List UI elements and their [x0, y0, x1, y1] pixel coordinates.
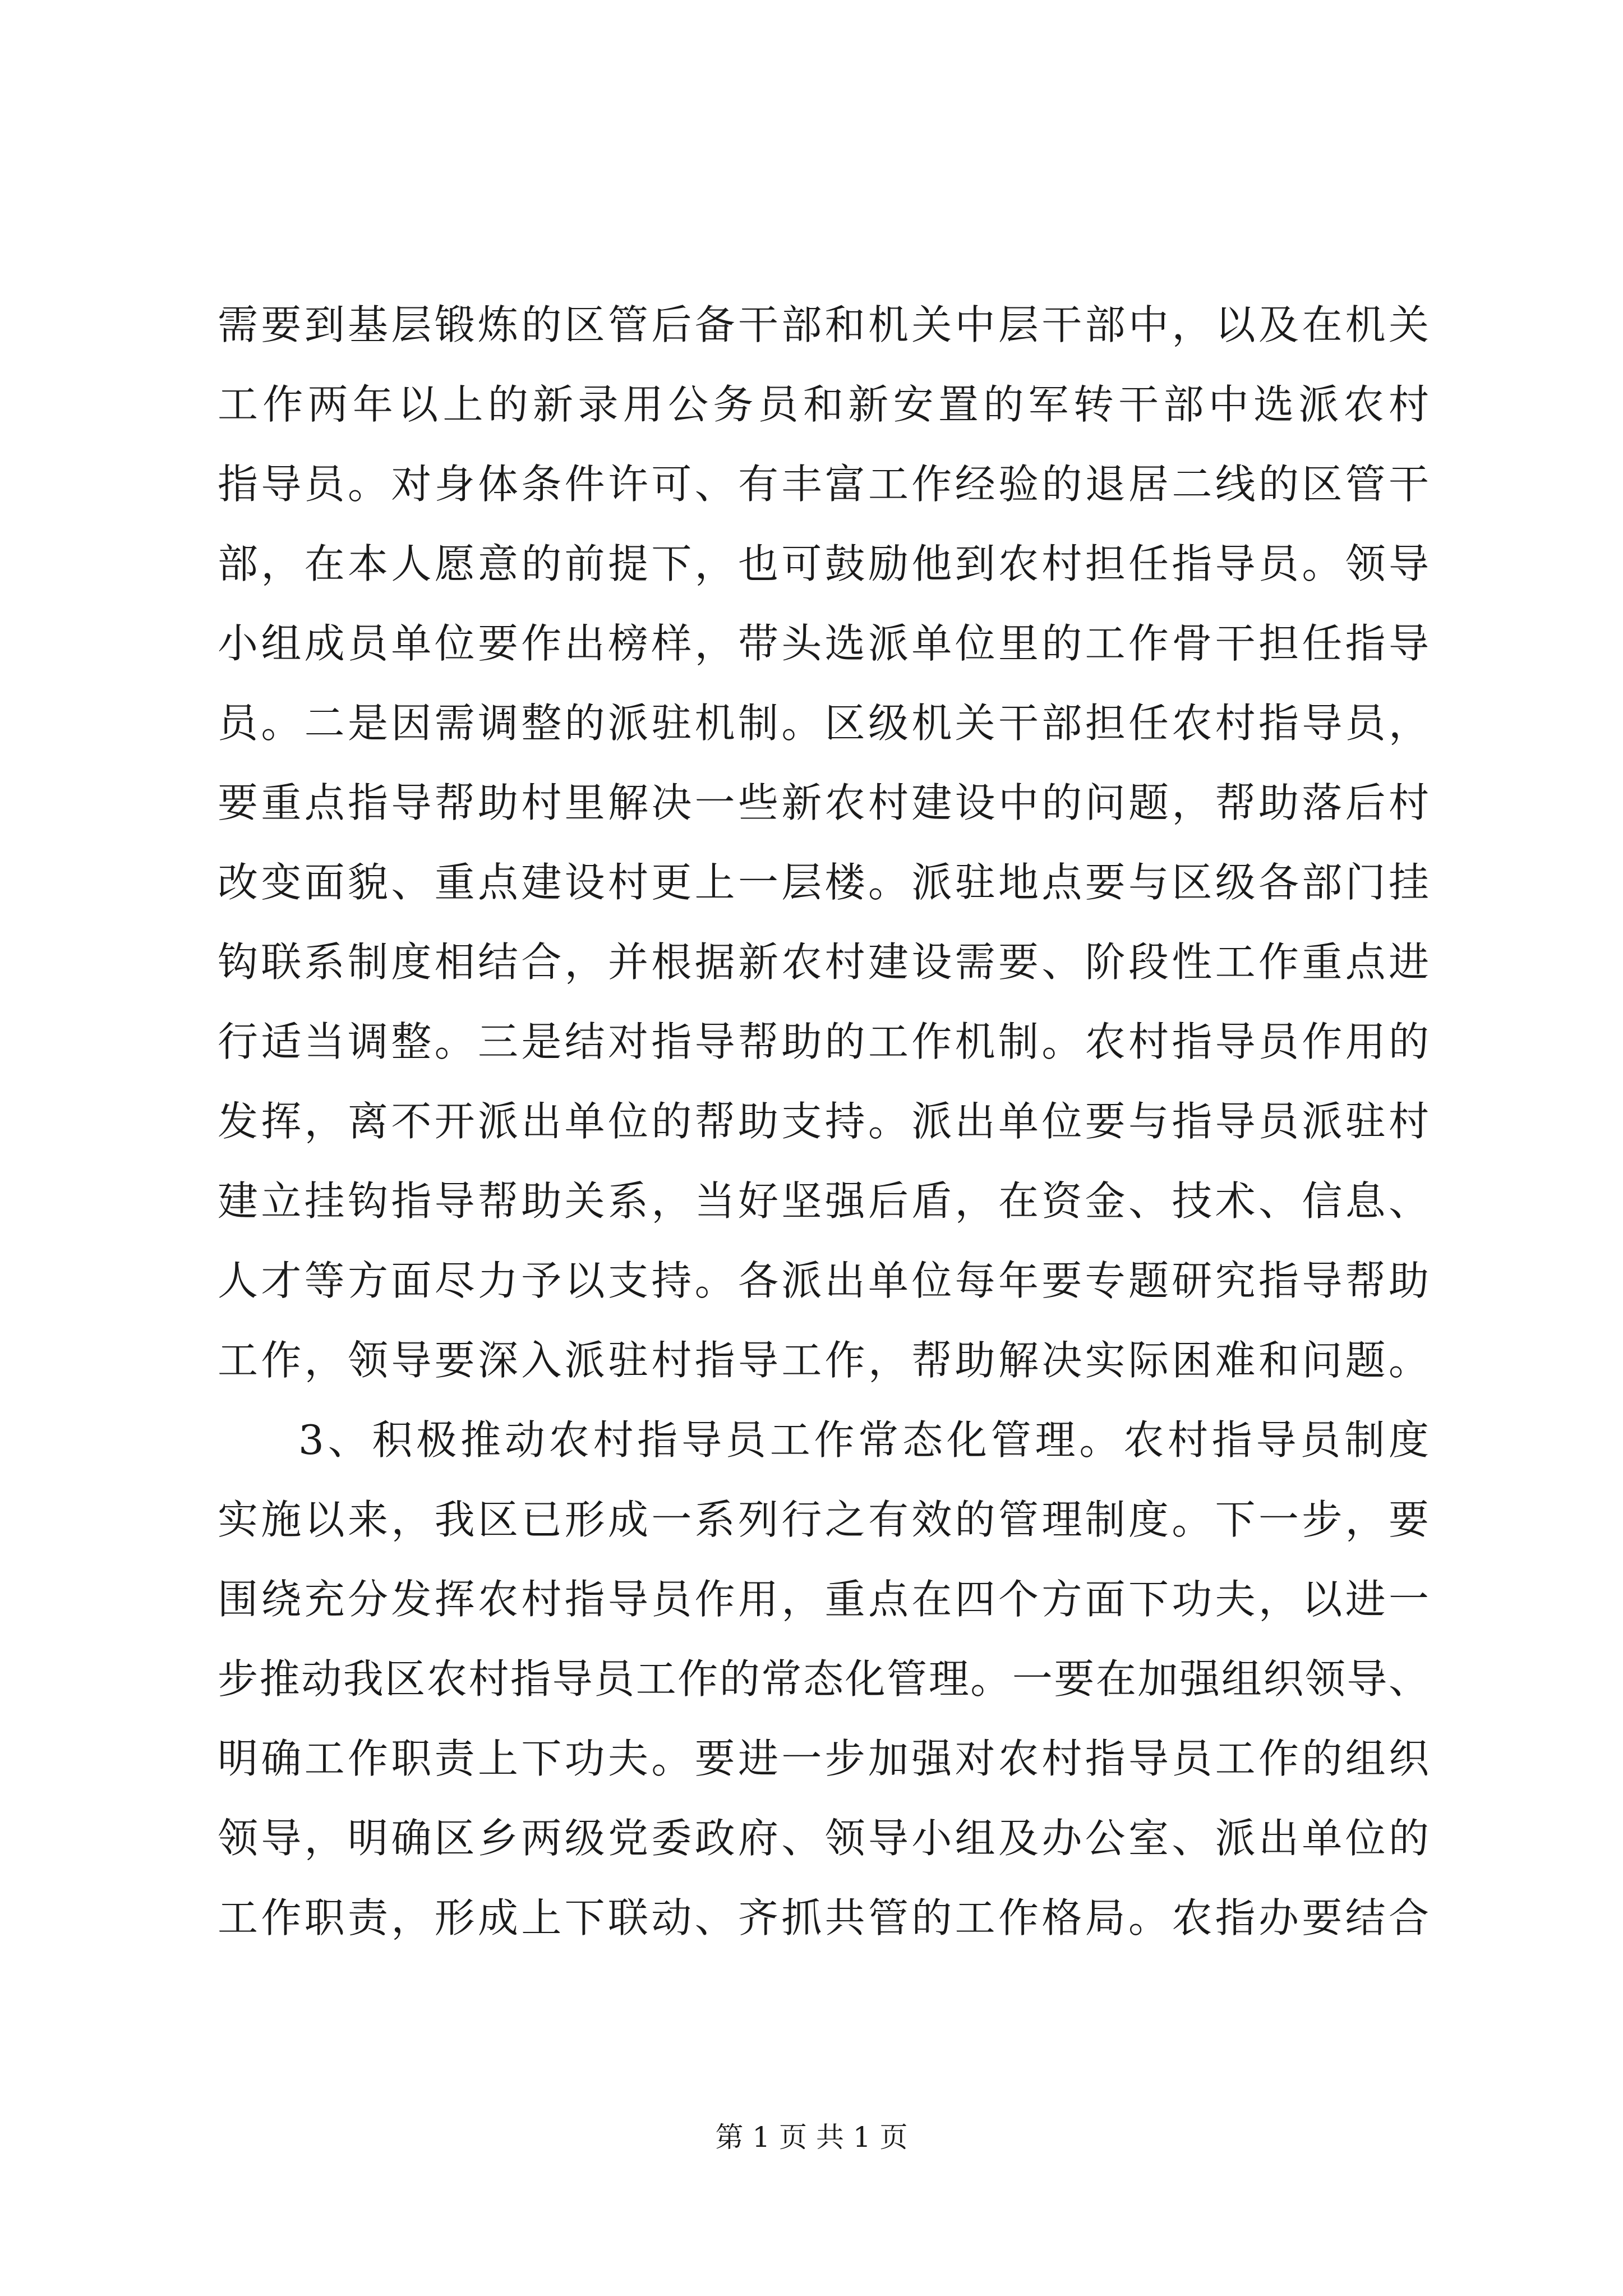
text-line: 明确工作职责上下功夫。要进一步加强对农村指导员工作的组织 [218, 1735, 1429, 1782]
text-line: 人才等方面尽力予以支持。各派出单位每年要专题研究指导帮助 [218, 1257, 1429, 1304]
text-line: 改变面貌、重点建设村更上一层楼。派驻地点要与区级各部门挂 [218, 859, 1429, 906]
text-line: 步推动我区农村指导员工作的常态化管理。一要在加强组织领导、 [218, 1655, 1429, 1703]
text-line: 工作，领导要深入派驻村指导工作，帮助解决实际困难和问题。 [218, 1337, 1429, 1384]
text-line: 需要到基层锻炼的区管后备干部和机关中层干部中，以及在机关 [218, 301, 1429, 348]
text-line: 围绕充分发挥农村指导员作用，重点在四个方面下功夫，以进一 [218, 1576, 1429, 1623]
text-line: 建立挂钩指导帮助关系，当好坚强后盾，在资金、技术、信息、 [218, 1177, 1429, 1225]
paragraph-start-line: 3、积极推动农村指导员工作常态化管理。农村指导员制度 [298, 1416, 1429, 1464]
body-text [218, 285, 1429, 1958]
text-line: 要重点指导帮助村里解决一些新农村建设中的问题，帮助落后村 [218, 779, 1429, 826]
text-line: 部，在本人愿意的前提下，也可鼓励他到农村担任指导员。领导 [218, 540, 1429, 587]
text-line: 小组成员单位要作出榜样，带头选派单位里的工作骨干担任指导 [218, 620, 1429, 667]
text-line: 工作职责，形成上下联动、齐抓共管的工作格局。农指办要结合 [218, 1894, 1429, 1941]
page-footer: 第 1 页 共 1 页 [715, 2121, 908, 2154]
text-line: 钩联系制度相结合，并根据新农村建设需要、阶段性工作重点进 [218, 938, 1429, 986]
text-line: 行适当调整。三是结对指导帮助的工作机制。农村指导员作用的 [218, 1018, 1429, 1065]
text-line: 实施以来，我区已形成一系列行之有效的管理制度。下一步，要 [218, 1496, 1429, 1543]
text-line: 发挥，离不开派出单位的帮助支持。派出单位要与指导员派驻村 [218, 1098, 1429, 1145]
text-line: 工作两年以上的新录用公务员和新安置的军转干部中选派农村 [218, 381, 1429, 428]
text-line: 领导，明确区乡两级党委政府、领导小组及办公室、派出单位的 [218, 1815, 1429, 1862]
text-line: 员。二是因需调整的派驻机制。区级机关干部担任农村指导员， [218, 700, 1429, 747]
text-line: 指导员。对身体条件许可、有丰富工作经验的退居二线的区管干 [218, 461, 1429, 508]
